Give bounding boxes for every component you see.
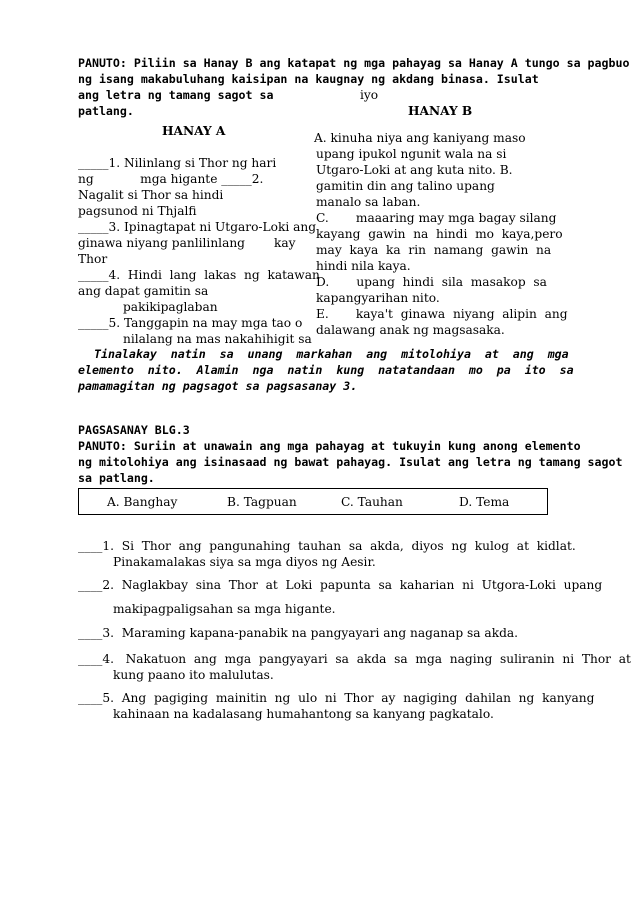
choice-banghay: A. Banghay <box>107 495 178 509</box>
panuto-line-3: ang letra ng tamang sagot sa <box>78 88 274 102</box>
hanay-b-line: D. upang hindi sila masakop sa <box>316 275 547 289</box>
hanay-b-line: Utgaro-Loki at ang kuta nito. B. <box>316 163 513 177</box>
hanay-a-line: _____5. Tanggapin na may mga tao o <box>78 316 303 330</box>
panuto-line-4: patlang. <box>78 104 134 118</box>
tinalakay-line-3: pamamagitan ng pagsagot sa pagsasanay 3. <box>78 379 358 393</box>
hanay-b-title: HANAY B <box>408 104 473 118</box>
hanay-a-line: Thor <box>78 252 108 266</box>
pagsasanay-panuto-line-1: PANUTO: Suriin at unawain ang mga pahayag at tukuyin kung anong elemento <box>78 439 581 453</box>
hanay-a-line: _____3. Ipinagtapat ni Utgaro-Loki ang <box>78 220 317 234</box>
hanay-b-line: upang ipukol ngunit wala na si <box>316 147 507 161</box>
hanay-a-line: _____1. Nilinlang si Thor ng hari <box>78 156 277 170</box>
hanay-a-line: _____4. Hindi lang lakas ng katawan <box>78 268 320 282</box>
choice-tagpuan: B. Tagpuan <box>227 495 297 509</box>
hanay-a-line: kay <box>274 236 296 250</box>
hanay-b-line: dalawang anak ng magsasaka. <box>316 323 505 337</box>
hanay-b-line: kayang gawin na hindi mo kaya,pero <box>316 227 563 241</box>
choice-tema: D. Tema <box>459 495 510 509</box>
item-line: makipagpaligsahan sa mga higante. <box>113 602 336 616</box>
choice-tauhan: C. Tauhan <box>341 495 403 509</box>
pagsasanay-panuto-line-3: sa patlang. <box>78 471 155 485</box>
hanay-b-line: hindi nila kaya. <box>316 259 411 273</box>
item-line: ____3. Maraming kapana-panabik na pangyayari ang naganap sa akda. <box>78 626 519 640</box>
panuto-line-3-fragment: iyo <box>360 88 379 102</box>
tinalakay-line-2: elemento nito. Alamin nga natin kung natatandaan mo pa ito sa <box>78 363 574 377</box>
item-line: ____2. Naglakbay sina Thor at Loki papunta sa kaharian ni Utgora-Loki upang <box>78 578 603 592</box>
item-line: ____5. Ang pagiging mainitin ng ulo ni Thor ay nagiging dahilan ng kanyang <box>78 691 595 705</box>
hanay-a-line: pagsunod ni Thjalfi <box>78 204 197 218</box>
tinalakay-line-1: Tinalakay natin sa unang markahan ang mitolohiya at ang mga <box>94 347 569 361</box>
hanay-b-line: E. kaya't ginawa niyang alipin ang <box>316 307 568 321</box>
hanay-b-line: C. maaaring may mga bagay silang <box>316 211 557 225</box>
item-line: ____4. Nakatuon ang mga pangyayari sa akda sa mga naging suliranin ni Thor at <box>78 652 631 666</box>
hanay-a-line: ang dapat gamitin sa <box>78 284 209 298</box>
hanay-b-line: may kaya ka rin namang gawin na <box>316 243 552 257</box>
item-line: kung paano ito malulutas. <box>113 668 274 682</box>
pagsasanay-panuto-line-2: ng mitolohiya ang isinasaad ng bawat pahayag. Isulat ang letra ng tamang sagot <box>78 455 623 469</box>
hanay-b-line: kapangyarihan nito. <box>316 291 440 305</box>
hanay-a-line: ginawa niyang panlilinlang <box>78 236 245 250</box>
hanay-b-line: A. kinuha niya ang kaniyang maso <box>314 131 526 145</box>
panuto-line-2: ng isang makabuluhang kaisipan na kaugnay ng akdang binasa. Isulat <box>78 72 539 86</box>
panuto-line-1: PANUTO: Piliin sa Hanay B ang katapat ng mga pahayag sa Hanay A tungo sa pagbuo <box>78 56 630 70</box>
hanay-a-title: HANAY A <box>162 124 226 138</box>
hanay-a-line: Nagalit si Thor sa hindi <box>78 188 224 202</box>
item-line: Pinakamalakas siya sa mga diyos ng Aesir. <box>113 555 376 569</box>
pagsasanay-title: PAGSASANAY BLG.3 <box>78 423 190 437</box>
hanay-a-line: pakikipaglaban <box>123 300 218 314</box>
hanay-b-line: manalo sa laban. <box>316 195 421 209</box>
hanay-a-line: ng mga higante _____2. <box>78 172 264 186</box>
item-line: kahinaan na kadalasang humahantong sa kanyang pagkatalo. <box>113 707 494 721</box>
choices-box <box>78 488 548 515</box>
hanay-b-line: gamitin din ang talino upang <box>316 179 495 193</box>
item-line: ____1. Si Thor ang pangunahing tauhan sa akda, diyos ng kulog at kidlat. <box>78 539 576 553</box>
hanay-a-line: nilalang na mas nakahihigit sa <box>123 332 312 346</box>
